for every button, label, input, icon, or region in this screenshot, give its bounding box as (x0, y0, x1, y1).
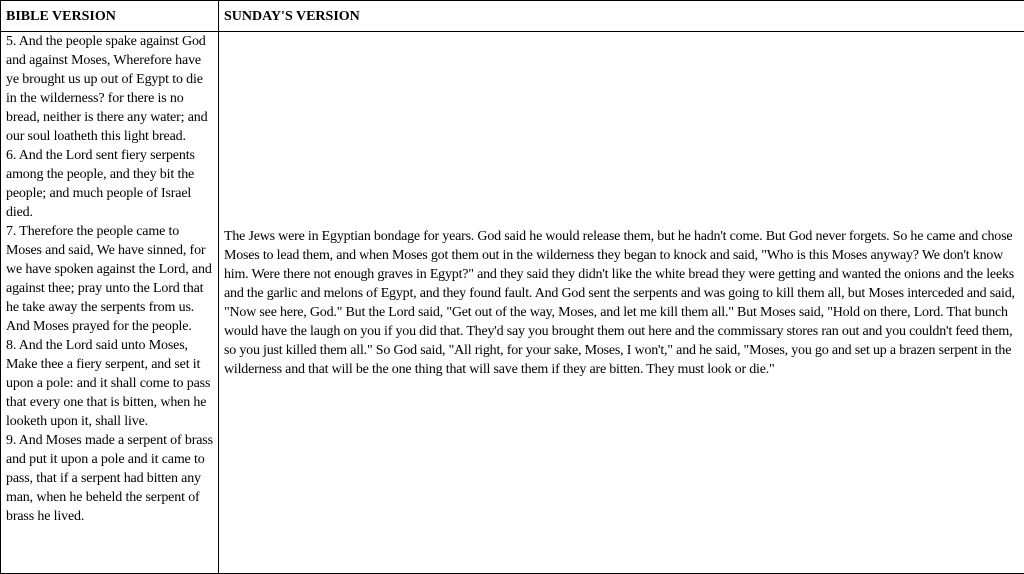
verse-6: 6. And the Lord sent fiery serpents among the people, and they bit the people; and much people of Israel died. (6, 148, 195, 220)
verse-9: 9. And Moses made a serpent of brass and put it upon a pole and it came to pass, that if a serpent had bitten any man, when he beheld the serpent of brass he lived. (6, 433, 213, 524)
header-bible-version: BIBLE VERSION (1, 1, 219, 32)
sundays-version-cell (219, 32, 1024, 574)
header-sundays-version: SUNDAY'S VERSION (219, 1, 1024, 32)
header-row (1, 1, 1024, 32)
sundays-version-text: The Jews were in Egyptian bondage for years. God said he would release them, but he hadn't come. But God never forgets. So he came and chose Moses to lead them, and when Moses got them out in the wilderness they began to knock and said, "Who is this Moses anyway? We don't know him. Were there not enough graves in Egypt?" and they said they didn't like the white bread they were getting and wanted the onions and the leeks and the garlic and melons of Egypt, and they found fault. And God sent the serpents and was going to kill them all, but Moses interceded and said, "Now see here, God." But the Lord said, "Get out of the way, Moses, and let me kill them all." But Moses said, "Hold on there, Lord. That bunch would have the laugh on you if you did that. They'd say you brought them out here and the commissary stores ran out and you couldn't feed them, so you just killed them all." So God said, "All right, for your sake, Moses, I won't," and he said, "Moses, you go and set up a brazen serpent in the wilderness and that will be the one thing that will save them if they are bitten. They must look or die." (224, 228, 1015, 377)
verse-7: 7. Therefore the people came to Moses and said, We have sinned, for we have spoken against the Lord, and against thee; pray unto the Lord that he take away the serpents from us. And Moses prayed for the people. (6, 224, 212, 334)
bible-version-cell (1, 32, 219, 574)
verse-8: 8. And the Lord said unto Moses, Make thee a fiery serpent, and set it upon a pole: and it shall come to pass that every one that is bitten, when he looketh upon it, shall live. (6, 338, 211, 429)
content-row (1, 32, 1024, 574)
verse-5: 5. And the people spake against God and against Moses, Wherefore have ye brought us up out of Egypt to die in the wilderness? for there is no bread, neither is there any water; and our soul loatheth this light bread. (6, 34, 208, 144)
